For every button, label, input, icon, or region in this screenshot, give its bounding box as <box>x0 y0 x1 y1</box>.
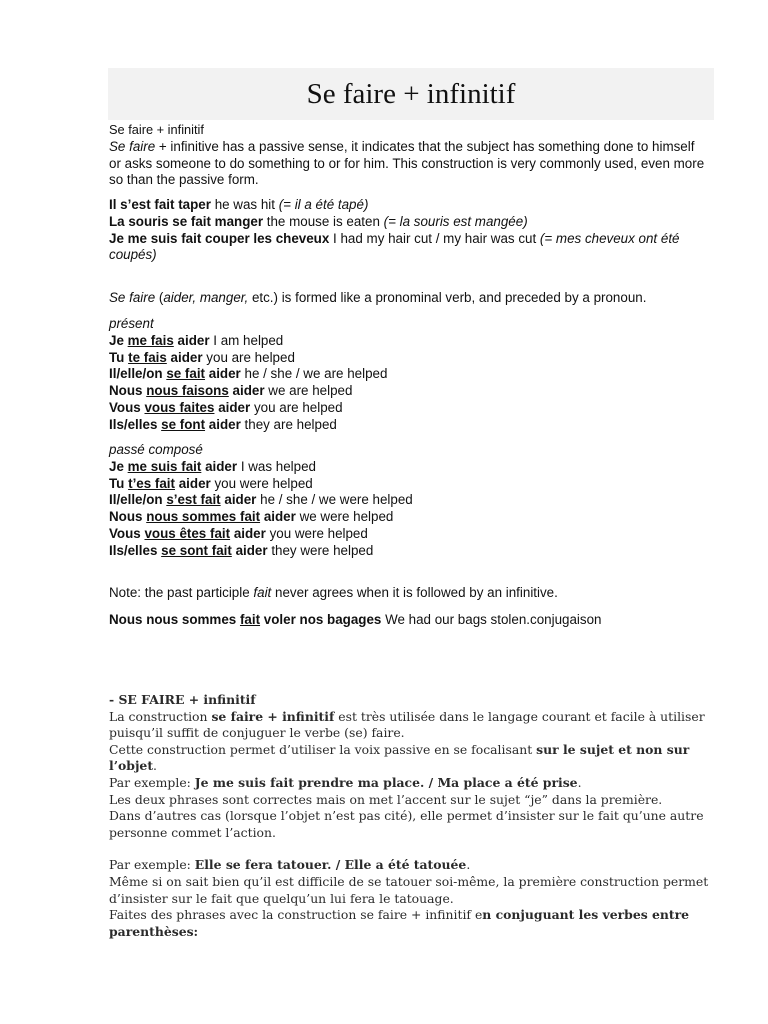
row-verb: se fait <box>166 366 206 382</box>
intro-italic: Se faire <box>109 138 156 154</box>
french-p7: Même si on sait bien qu’il est difficile de se tatouer soi-même, la première construction permet d’insister sur le fait que quelqu’un lui fera le tatouage. <box>109 873 709 906</box>
french-p3-a: Par exemple: <box>109 774 195 790</box>
french-p5: Dans d’autres cas (lorsque l’objet n’est pas cité), elle permet d’insister sur le fait qu’une autre personne commet l’action. <box>109 808 704 840</box>
example-fr: Il s’est fait taper <box>109 197 211 212</box>
row-subject: Nous <box>109 383 143 399</box>
example-en: he was hit <box>210 197 279 212</box>
french-p2-c: . <box>153 758 157 774</box>
row-infinitive: aider <box>224 492 257 508</box>
french-p8 <box>109 907 713 940</box>
french-p2-b: sur le sujet et non sur l’objet <box>109 741 690 774</box>
bags-fr-1: Nous nous sommes <box>109 612 240 627</box>
row-infinitive: aider <box>177 332 210 348</box>
row-verb: se font <box>161 416 206 432</box>
passe-label-text: passé composé <box>109 442 203 457</box>
conjugation-row <box>109 509 719 526</box>
intro-subtitle: Se faire + infinitif <box>109 122 204 137</box>
note-pre: Note: the past participle <box>109 585 254 600</box>
row-english: he / she / we are helped <box>244 366 388 382</box>
french-p3-c: . <box>577 774 582 790</box>
row-infinitive: aider <box>170 349 203 365</box>
row-verb: me suis fait <box>127 458 202 474</box>
row-subject: Tu <box>109 349 125 365</box>
example-en: the mouse is eaten <box>263 213 384 229</box>
row-infinitive: aider <box>208 416 241 432</box>
row-verb: nous sommes fait <box>146 509 261 525</box>
french-p6-c: . <box>466 857 471 873</box>
note-italic: fait <box>253 585 272 600</box>
conjugation-row <box>109 400 719 417</box>
example-note: (= mes cheveux ont été coupés) <box>109 230 680 263</box>
row-english: you were helped <box>214 475 313 491</box>
french-p1-c: est très utilisée dans le langage courant et facile à utiliser puisqu’il suffit de conjuguer le verbe (se) faire. <box>109 708 705 741</box>
row-subject: Tu <box>109 475 125 491</box>
french-p2 <box>109 742 713 775</box>
row-english: you are helped <box>206 349 295 365</box>
french-p8-a: Faites des phrases avec la construction se faire + infinitif e <box>109 907 483 923</box>
french-p3-b: Je me suis fait prendre ma place. / Ma place a été prise <box>194 774 578 790</box>
row-subject: Nous <box>109 509 143 525</box>
row-english: you were helped <box>269 525 368 541</box>
french-p8-b: n conjuguant les verbes entre parenthèses: <box>109 907 690 939</box>
intro-paragraph <box>109 139 709 189</box>
french-p6-b: Elle se fera tatouer. / Elle a été tatouée <box>194 857 467 873</box>
row-infinitive: aider <box>208 366 241 382</box>
passe-label <box>109 442 719 459</box>
row-infinitive: aider <box>233 525 266 541</box>
present-label <box>109 316 719 333</box>
row-english: I am helped <box>213 332 284 348</box>
row-subject: Vous <box>109 399 141 415</box>
french-heading-text: - SE FAIRE + infinitif <box>109 692 256 707</box>
note-line <box>109 585 719 602</box>
row-verb: me fais <box>127 332 174 348</box>
row-english: they are helped <box>244 416 337 432</box>
french-p1 <box>109 709 713 742</box>
row-verb: nous faisons <box>146 383 229 399</box>
row-english: they were helped <box>271 542 374 558</box>
row-verb: te fais <box>128 349 167 365</box>
french-p1-b: se faire + infinitif <box>211 708 335 724</box>
row-subject: Vous <box>109 525 141 541</box>
formation-rest: etc.) is formed like a pronominal verb, and preceded by a pronoun. <box>248 290 647 305</box>
row-english: you are helped <box>253 399 343 415</box>
present-label-text: présent <box>109 316 154 331</box>
row-english: I was helped <box>240 458 316 474</box>
example-en: I had my hair cut / my hair was cut <box>329 230 540 246</box>
present-section <box>109 316 719 434</box>
formation-italic: Se faire <box>109 290 156 305</box>
row-verb: s’est fait <box>166 492 221 508</box>
french-heading <box>109 692 713 709</box>
french-section <box>109 692 713 940</box>
french-p1-a: La construction <box>109 708 212 724</box>
note-post: never agrees when it is followed by an infinitive. <box>271 585 558 600</box>
row-subject: Il/elle/on <box>109 366 163 382</box>
row-infinitive: aider <box>263 509 296 525</box>
row-subject: Ils/elles <box>109 416 158 432</box>
present-rows <box>109 333 719 434</box>
conjugation-row <box>109 459 719 476</box>
french-p6 <box>109 857 713 874</box>
row-verb: vous faites <box>144 399 215 415</box>
example-line <box>109 231 709 265</box>
conjugation-row <box>109 417 719 434</box>
example-fr: Je me suis fait couper les cheveux <box>109 230 330 246</box>
intro-text: + infinitive has a passive sense, it indicates that the subject has something done to himself or asks someone to do something to or for him. This construction is very commonly used, even more so than the passive form. <box>109 138 705 188</box>
french-p2-a: Cette construction permet d’utiliser la voix passive en se focalisant <box>109 741 537 757</box>
french-p6-a: Par exemple: <box>109 857 195 873</box>
passe-section <box>109 442 719 560</box>
conjugation-row <box>109 383 719 400</box>
formation-verbs: aider, manger, <box>163 290 249 305</box>
conjugation-row <box>109 333 719 350</box>
row-infinitive: aider <box>205 458 238 474</box>
bags-example <box>109 612 719 629</box>
row-infinitive: aider <box>235 542 268 558</box>
row-subject: Ils/elles <box>109 542 158 558</box>
bags-fr-underlined: fait <box>239 612 261 627</box>
row-verb: se sont fait <box>161 542 232 558</box>
conjugation-row <box>109 366 719 383</box>
row-verb: vous êtes fait <box>144 525 231 541</box>
conjugation-row <box>109 543 719 560</box>
row-verb: t’es fait <box>128 475 175 491</box>
row-infinitive: aider <box>178 475 211 491</box>
conjugation-row <box>109 350 719 367</box>
example-line <box>109 214 719 231</box>
french-p4: Les deux phrases sont correctes mais on met l’accent sur le sujet “je” dans la première. <box>109 791 663 807</box>
example-note: (= la souris est mangée) <box>383 213 528 229</box>
example-line <box>109 197 719 214</box>
row-english: we are helped <box>268 383 353 399</box>
row-infinitive: aider <box>232 383 265 399</box>
passe-rows <box>109 459 719 560</box>
french-p3 <box>109 775 713 792</box>
conjugation-row <box>109 526 719 543</box>
row-subject: Je <box>109 458 124 474</box>
example-note: (= il a été tapé) <box>278 197 369 212</box>
row-english: we were helped <box>299 509 394 525</box>
intro-section <box>109 122 719 189</box>
formation-line <box>109 290 719 307</box>
conjugation-row <box>109 476 719 493</box>
example-fr: La souris se fait manger <box>109 213 264 229</box>
conjugation-row <box>109 492 719 509</box>
row-subject: Il/elle/on <box>109 492 163 508</box>
bags-en: We had our bags stolen.conjugaison <box>381 612 602 627</box>
formation-open: ( <box>155 290 164 305</box>
row-subject: Je <box>109 332 124 348</box>
title-banner <box>108 68 714 120</box>
row-english: he / she / we were helped <box>260 492 413 508</box>
examples-section <box>109 197 719 264</box>
row-infinitive: aider <box>218 399 251 415</box>
bags-fr-2: voler nos bagages <box>260 612 382 627</box>
page-title: Se faire + infinitif <box>306 77 516 110</box>
